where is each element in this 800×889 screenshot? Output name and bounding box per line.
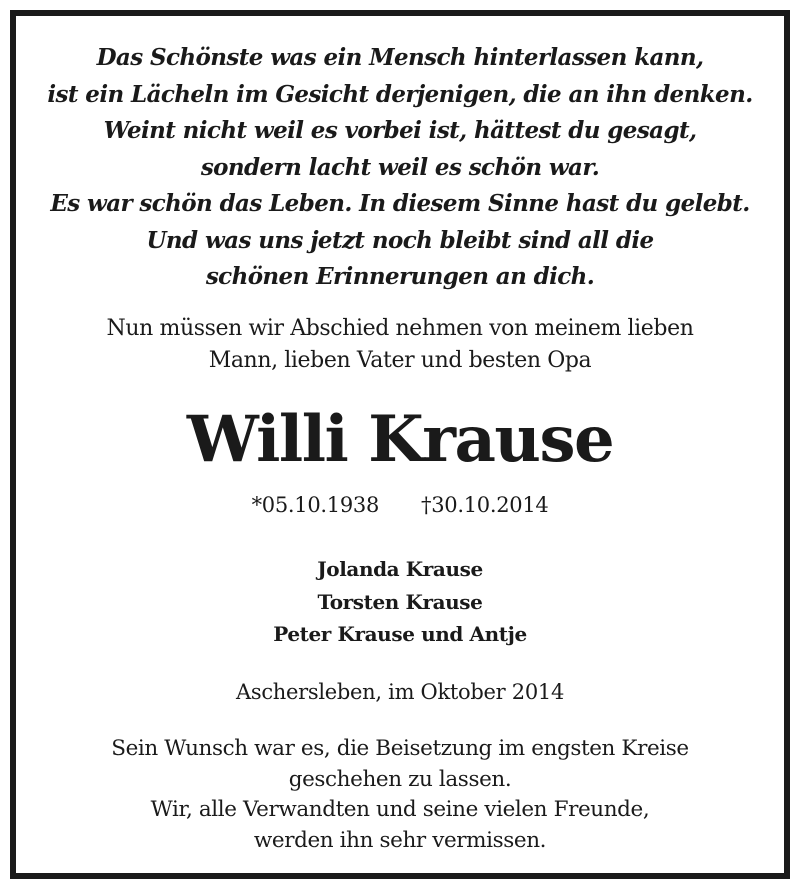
intro-line: Nun müssen wir Abschied nehmen von meinem lieben: [106, 316, 694, 341]
closing-line: geschehen zu lassen.: [288, 766, 512, 792]
mourners-list: [16, 553, 784, 651]
poem-line: Weint nicht weil es vorbei ist, hättest du gesagt,: [103, 117, 697, 144]
life-dates: [16, 490, 784, 520]
memorial-poem: [16, 40, 784, 296]
poem-line: sondern lacht weil es schön war.: [200, 153, 600, 181]
poem-line: Das Schönste was ein Mensch hinterlassen kann,: [96, 44, 704, 71]
mourner-name: Peter Krause und Antje: [273, 622, 527, 646]
death-date: †30.10.2014: [421, 493, 549, 517]
poem-line: Und was uns jetzt noch bleibt sind all die: [146, 226, 654, 254]
birth-date: *05.10.1938: [251, 493, 379, 517]
place-and-date: Aschersleben, im Oktober 2014: [235, 680, 565, 704]
closing-line: Sein Wunsch war es, die Beisetzung im engsten Kreise: [111, 736, 689, 761]
obituary-frame: [10, 10, 790, 879]
poem-line: schönen Erinnerungen an dich.: [205, 263, 595, 290]
mourner-name: Jolanda Krause: [317, 557, 483, 581]
mourner-name: Torsten Krause: [317, 589, 483, 614]
closing-note: [16, 734, 784, 856]
closing-line: Wir, alle Verwandten und seine vielen Freunde,: [150, 797, 650, 822]
poem-line: ist ein Lächeln im Gesicht derjenigen, die an ihn denken.: [47, 80, 753, 108]
closing-line: werden ihn sehr vermissen.: [253, 827, 547, 853]
intro-line: Mann, lieben Vater und besten Opa: [208, 348, 592, 373]
deceased-name: Willi Krause: [186, 402, 614, 477]
poem-line: Es war schön das Leben. In diesem Sinne hast du gelebt.: [50, 190, 750, 217]
farewell-intro: [16, 313, 784, 377]
